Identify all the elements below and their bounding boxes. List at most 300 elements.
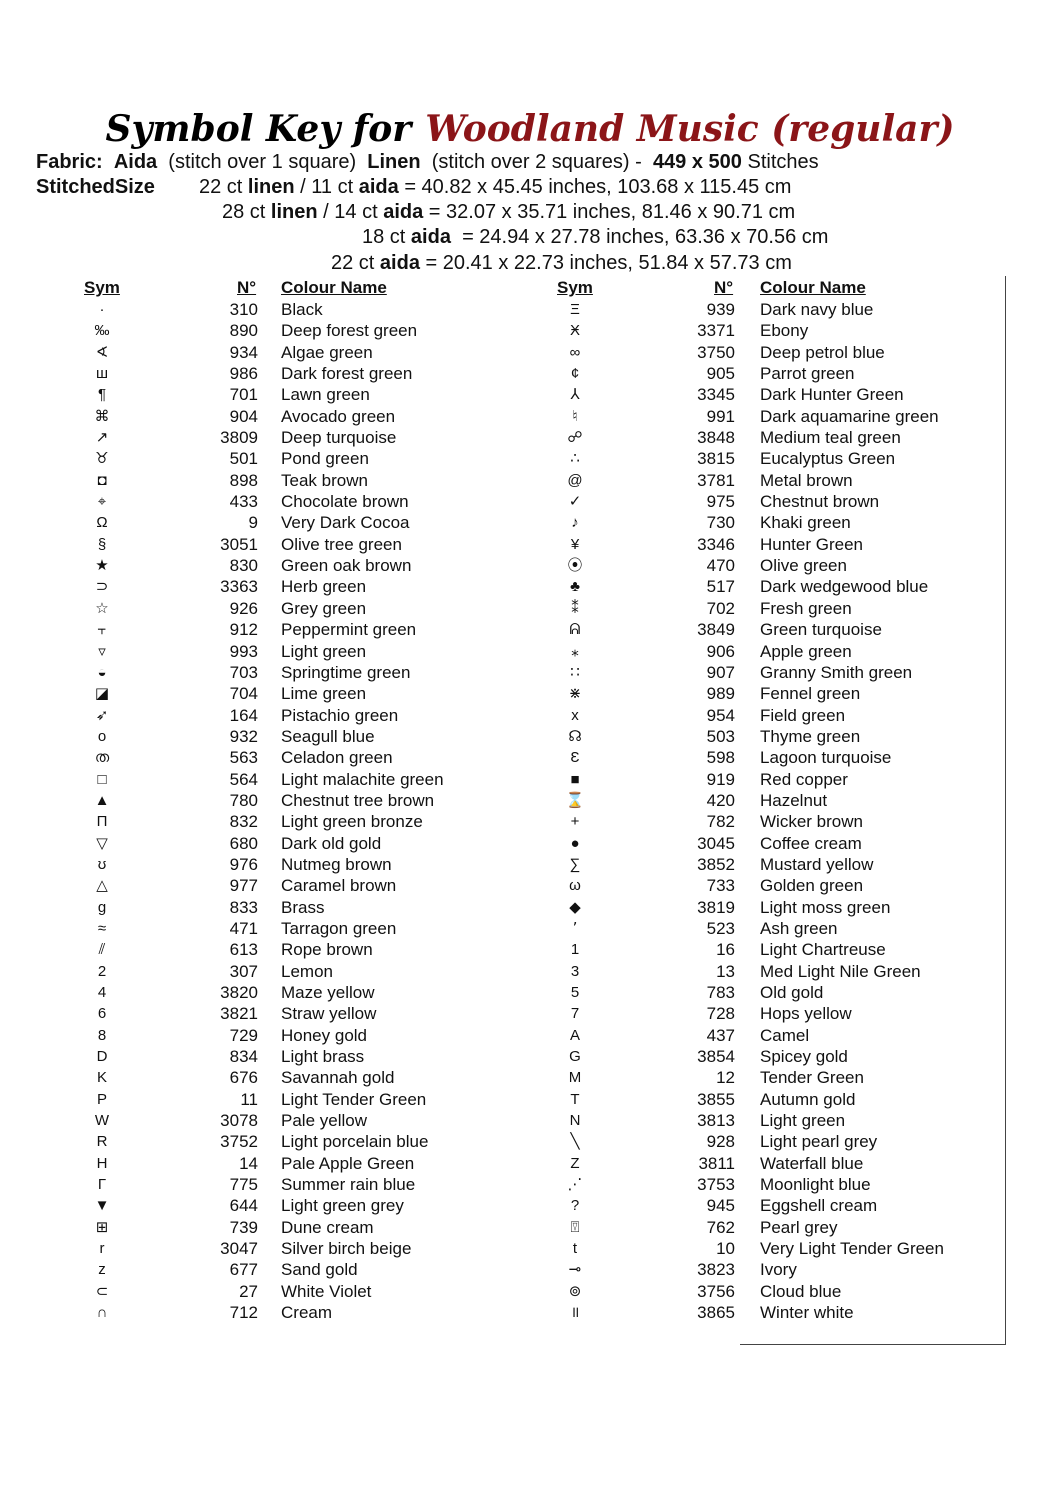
symbol: @	[567, 471, 583, 489]
colour-number: 926	[229, 598, 258, 618]
colour-number: 3821	[220, 1004, 258, 1024]
colour-number: 975	[706, 492, 735, 512]
symbol: W	[94, 1112, 110, 1130]
colour-name: Pistachio green	[281, 705, 399, 725]
fabric-linen-note: (stitch over 2 squares) -	[431, 151, 642, 173]
table-row	[84, 683, 564, 704]
symbol: r	[99, 1240, 105, 1258]
symbol: ⊞	[95, 1218, 109, 1236]
colour-name: Hunter Green	[760, 534, 863, 554]
colour-name: Green oak brown	[281, 556, 412, 576]
size-1-count: 22 ct	[199, 176, 243, 198]
colour-name: Herb green	[281, 577, 367, 597]
colour-number: 3045	[697, 833, 735, 853]
table-row	[557, 1089, 1037, 1110]
colour-number: 503	[706, 726, 735, 746]
size-label: StitchedSize	[36, 176, 155, 198]
size-3-dims: = 24.94 x 27.78 inches, 63.36 x 70.56 cm	[456, 226, 829, 248]
colour-number: 733	[706, 876, 735, 896]
colour-number: 3848	[697, 428, 735, 448]
colour-number: 906	[706, 641, 735, 661]
colour-name: Light porcelain blue	[281, 1132, 429, 1152]
size-3-count: 18 ct	[362, 226, 406, 248]
colour-name: Deep turquoise	[281, 428, 397, 448]
colour-name: Teak brown	[281, 470, 368, 490]
colour-name: Nutmeg brown	[281, 854, 392, 874]
symbol: ⅄	[570, 386, 580, 404]
table-row	[84, 1238, 564, 1259]
symbol: ‰	[94, 322, 110, 340]
table-row	[557, 875, 1037, 896]
colour-number: 676	[229, 1068, 258, 1088]
colour-number: 928	[706, 1132, 735, 1152]
symbol: ⁑	[571, 599, 579, 617]
colour-name: Caramel brown	[281, 876, 397, 896]
table-row	[84, 982, 564, 1003]
colour-name: Light green grey	[281, 1196, 404, 1216]
colour-number: 9	[248, 513, 258, 533]
colour-number: 3823	[697, 1260, 735, 1280]
colour-number: 3865	[697, 1303, 735, 1323]
table-row	[84, 342, 564, 363]
table-row	[557, 342, 1037, 363]
colour-name: Maze yellow	[281, 983, 375, 1002]
symbol: ★	[95, 557, 109, 575]
symbol: t	[572, 1240, 578, 1258]
colour-number: 728	[706, 1004, 735, 1024]
colour-number: 3753	[697, 1175, 735, 1195]
colour-number: 3813	[697, 1111, 735, 1131]
table-row	[557, 1153, 1037, 1174]
colour-name: Light green	[760, 1111, 846, 1131]
colour-name: Coffee cream	[760, 833, 862, 853]
table-row	[84, 470, 564, 491]
colour-number: 904	[229, 406, 258, 426]
symbol: z	[98, 1261, 106, 1279]
table-row	[84, 641, 564, 662]
colour-number: 3078	[220, 1111, 258, 1131]
colour-name: Chocolate brown	[281, 492, 409, 512]
symbol: ◪	[94, 685, 110, 703]
colour-name: Olive green	[760, 556, 847, 576]
colour-name: Lagoon turquoise	[760, 748, 892, 768]
symbol: ?	[570, 1197, 580, 1215]
colour-number: 14	[239, 1153, 258, 1173]
symbol: ∢	[95, 343, 109, 361]
symbol: ∞	[569, 343, 581, 361]
left-header-num: N°	[237, 278, 257, 297]
table-row	[84, 769, 564, 790]
colour-name: Light green bronze	[281, 812, 423, 832]
colour-name: Lemon	[281, 961, 333, 981]
symbol: ш	[95, 365, 109, 383]
colour-number: 564	[229, 769, 258, 789]
colour-name: Golden green	[760, 876, 864, 896]
symbol: ●	[570, 834, 580, 852]
table-row	[84, 1259, 564, 1280]
table-row	[84, 534, 564, 555]
colour-name: Moonlight blue	[760, 1175, 871, 1195]
colour-number: 471	[229, 918, 258, 938]
table-row	[84, 705, 564, 726]
table-row	[557, 1046, 1037, 1067]
colour-number: 932	[229, 726, 258, 746]
table-row	[84, 320, 564, 341]
table-row	[557, 662, 1037, 683]
colour-number: 3849	[697, 620, 735, 640]
size-2-linen: linen	[270, 201, 318, 223]
left-key-table	[84, 299, 564, 1324]
right-header-num: N°	[714, 278, 734, 297]
colour-number: 989	[706, 684, 735, 704]
colour-name: Medium teal green	[760, 428, 901, 448]
colour-number: 3820	[220, 983, 258, 1002]
colour-number: 898	[229, 470, 258, 490]
symbol: ॥	[570, 1304, 580, 1322]
size-2-count2: / 14 ct	[323, 201, 378, 223]
symbol: ¶	[97, 386, 107, 404]
colour-number: 976	[229, 854, 258, 874]
symbol: ⌛	[565, 791, 585, 809]
table-row	[557, 961, 1037, 982]
colour-number: 677	[229, 1260, 258, 1280]
table-row	[84, 1302, 564, 1323]
colour-name: Granny Smith green	[760, 662, 913, 682]
symbol: ▲	[94, 791, 110, 809]
colour-number: 307	[229, 961, 258, 981]
colour-name: Lime green	[281, 684, 367, 704]
table-row	[84, 790, 564, 811]
table-row	[84, 384, 564, 405]
colour-number: 3811	[698, 1153, 735, 1173]
table-row	[84, 939, 564, 960]
colour-name: Olive tree green	[281, 534, 402, 554]
colour-name: Light brass	[281, 1047, 365, 1067]
symbol: ✓	[568, 493, 582, 511]
table-row	[557, 1259, 1037, 1280]
symbol: 5	[570, 984, 580, 1001]
size-line-3	[362, 225, 828, 250]
colour-number: 16	[716, 940, 735, 960]
fabric-aida-note: (stitch over 1 square)	[168, 151, 357, 173]
colour-name: Eggshell cream	[760, 1196, 878, 1216]
colour-name: Rope brown	[281, 940, 373, 960]
symbol: ☊	[568, 727, 582, 745]
table-row	[84, 833, 564, 854]
colour-name: Brass	[281, 897, 325, 917]
symbol: 6	[97, 1005, 107, 1023]
left-header-sym: Sym	[84, 278, 120, 297]
colour-name: Apple green	[760, 641, 852, 661]
symbol: Π	[96, 813, 108, 831]
symbol: Γ	[97, 1176, 107, 1194]
colour-name: Chestnut brown	[760, 492, 880, 512]
bottom-border-line	[740, 1344, 1006, 1345]
colour-name: Dark wedgewood blue	[760, 577, 929, 597]
colour-number: 310	[229, 300, 258, 319]
colour-name: Tarragon green	[281, 918, 397, 938]
colour-number: 934	[229, 342, 258, 362]
colour-number: 704	[229, 684, 258, 704]
size-4-aida: aida	[379, 252, 420, 274]
colour-number: 945	[706, 1196, 735, 1216]
table-row	[557, 1003, 1037, 1024]
size-4-count: 22 ct	[331, 252, 375, 274]
colour-number: 3047	[220, 1239, 258, 1259]
colour-name: Hazelnut	[760, 790, 828, 810]
symbol: ▿	[98, 642, 106, 660]
symbol: N	[569, 1112, 581, 1130]
colour-number: 3051	[220, 534, 258, 554]
table-row	[557, 363, 1037, 384]
symbol: ⫽	[98, 941, 106, 959]
table-row	[557, 1025, 1037, 1046]
colour-name: Med Light Nile Green	[760, 961, 921, 981]
colour-name: Tender Green	[760, 1068, 864, 1088]
table-row	[557, 448, 1037, 469]
symbol: ♮	[572, 407, 578, 425]
colour-name: Autumn gold	[760, 1089, 856, 1109]
symbol: ∩	[96, 1304, 108, 1322]
colour-name: Spicey gold	[760, 1047, 848, 1067]
symbol: ◒	[97, 663, 107, 681]
symbol: ⁎	[571, 642, 579, 660]
title-pattern-name: Woodland Music (regular)	[425, 108, 955, 150]
colour-name: Springtime green	[281, 662, 411, 682]
colour-number: 834	[229, 1047, 258, 1067]
symbol: ↗	[95, 429, 109, 447]
symbol: H	[96, 1154, 108, 1172]
colour-name: Chestnut tree brown	[281, 790, 435, 810]
symbol: P	[96, 1090, 107, 1108]
size-line-1	[199, 175, 791, 200]
table-row	[84, 363, 564, 384]
colour-number: 11	[240, 1089, 258, 1109]
colour-number: 780	[229, 790, 258, 810]
colour-name: Very Dark Cocoa	[281, 513, 410, 533]
colour-name: Lawn green	[281, 385, 370, 405]
symbol: 3	[570, 962, 580, 980]
table-row	[557, 833, 1037, 854]
colour-number: 830	[229, 556, 258, 576]
symbol: x	[571, 706, 579, 724]
table-row	[84, 1281, 564, 1302]
colour-name: Black	[281, 300, 323, 319]
colour-number: 702	[706, 598, 735, 618]
table-row	[557, 384, 1037, 405]
colour-number: 3345	[697, 385, 735, 405]
table-row	[84, 448, 564, 469]
table-row	[557, 598, 1037, 619]
symbol: 4	[97, 984, 107, 1001]
colour-number: 832	[229, 812, 258, 832]
colour-number: 905	[706, 364, 735, 384]
symbol: ¢	[570, 365, 580, 383]
table-row	[557, 641, 1037, 662]
colour-name: Deep forest green	[281, 321, 418, 341]
colour-name: Dark aquamarine green	[760, 406, 939, 426]
colour-name: Metal brown	[760, 470, 853, 490]
symbol: ·	[99, 301, 105, 318]
colour-number: 680	[229, 833, 258, 853]
colour-name: Ivory	[760, 1260, 797, 1280]
symbol: ⌘	[94, 407, 110, 425]
colour-number: 517	[706, 577, 735, 597]
colour-name: Mustard yellow	[760, 854, 874, 874]
symbol: ♣	[570, 578, 580, 596]
symbol: Ɛ	[570, 749, 580, 767]
size-2-aida: aida	[383, 201, 424, 223]
colour-number: 3854	[697, 1047, 735, 1067]
colour-number: 3752	[220, 1132, 258, 1152]
symbol: ¥	[570, 535, 580, 553]
table-row	[557, 769, 1037, 790]
table-row	[84, 299, 564, 320]
colour-number: 3371	[697, 321, 735, 341]
right-border-line	[1005, 276, 1006, 1344]
colour-name: Green turquoise	[760, 620, 882, 640]
colour-name: Ash green	[760, 918, 838, 938]
right-key-table	[557, 299, 1037, 1324]
fabric-aida: Aida	[113, 151, 158, 173]
table-row	[84, 1089, 564, 1110]
table-row	[557, 555, 1037, 576]
colour-number: 433	[229, 492, 258, 512]
symbol: T	[570, 1090, 580, 1108]
table-row	[557, 512, 1037, 533]
size-2-dims: = 32.07 x 35.71 inches, 81.46 x 90.71 cm	[428, 201, 796, 223]
colour-number: 833	[229, 897, 258, 917]
size-3-aida: aida	[410, 226, 451, 248]
symbol: ᕱ	[569, 621, 581, 639]
colour-name: Hops yellow	[760, 1004, 852, 1024]
colour-number: 27	[239, 1281, 258, 1301]
colour-number: 775	[229, 1175, 258, 1195]
colour-number: 13	[716, 961, 735, 981]
right-header-name: Colour Name	[760, 278, 866, 297]
symbol: ∑	[569, 855, 581, 873]
left-header-name: Colour Name	[281, 278, 387, 297]
fabric-label: Fabric:	[36, 151, 103, 173]
symbol: o	[97, 727, 107, 745]
table-row	[84, 918, 564, 939]
symbol: ∴	[570, 450, 580, 468]
colour-name: Algae green	[281, 342, 373, 362]
symbol: ⫟	[97, 621, 107, 639]
table-row	[84, 491, 564, 512]
colour-number: 3809	[220, 428, 258, 448]
symbol: Z	[570, 1154, 580, 1172]
symbol: ⊃	[95, 578, 109, 596]
symbol: §	[97, 535, 107, 553]
table-row	[557, 491, 1037, 512]
size-1-linen: linen	[247, 176, 295, 198]
colour-name: Pale yellow	[281, 1111, 367, 1131]
table-row	[557, 427, 1037, 448]
colour-name: Celadon green	[281, 748, 393, 768]
colour-name: Grey green	[281, 598, 367, 618]
symbol: Ӿ	[569, 322, 580, 340]
table-row	[557, 683, 1037, 704]
table-row	[84, 1195, 564, 1216]
colour-number: 977	[229, 876, 258, 896]
colour-name: Light Tender Green	[281, 1089, 427, 1109]
table-row	[557, 1217, 1037, 1238]
symbol: ⊚	[568, 1282, 582, 1300]
symbol: ത	[94, 749, 110, 767]
colour-name: White Violet	[281, 1281, 372, 1301]
table-row	[84, 662, 564, 683]
colour-number: 644	[229, 1196, 258, 1216]
colour-name: Dark old gold	[281, 833, 382, 853]
symbol: 8	[97, 1026, 107, 1044]
colour-name: Red copper	[760, 769, 848, 789]
fabric-dims: 449 x 500	[652, 151, 742, 173]
right-header-sym: Sym	[557, 278, 593, 297]
symbol: ▼	[94, 1197, 110, 1215]
colour-name: Ebony	[760, 321, 809, 341]
colour-number: 703	[229, 662, 258, 682]
table-row	[557, 619, 1037, 640]
table-row	[84, 1067, 564, 1088]
colour-number: 3756	[697, 1281, 735, 1301]
colour-name: Dune cream	[281, 1217, 374, 1237]
table-row	[84, 726, 564, 747]
symbol: ∷	[570, 663, 580, 681]
symbol: ◘	[97, 471, 107, 489]
page-title	[0, 104, 1060, 154]
colour-number: 420	[706, 790, 735, 810]
table-row	[84, 619, 564, 640]
symbol: g	[97, 898, 107, 916]
table-row	[84, 598, 564, 619]
colour-number: 730	[706, 513, 735, 533]
colour-number: 701	[229, 385, 258, 405]
symbol: ʊ	[97, 855, 107, 873]
colour-number: 782	[706, 812, 735, 832]
colour-number: 3363	[220, 577, 258, 597]
colour-number: 501	[229, 449, 258, 469]
colour-name: Light moss green	[760, 897, 891, 917]
table-row	[84, 512, 564, 533]
colour-number: 729	[229, 1025, 258, 1045]
table-row	[557, 1131, 1037, 1152]
size-4-dims: = 20.41 x 22.73 inches, 51.84 x 57.73 cm	[425, 252, 792, 274]
colour-name: Dark Hunter Green	[760, 385, 904, 405]
symbol: ⊂	[95, 1282, 109, 1300]
table-row	[557, 1195, 1037, 1216]
colour-name: Khaki green	[760, 513, 851, 533]
table-row	[557, 747, 1037, 768]
symbol: 2	[97, 962, 107, 980]
colour-name: Sand gold	[281, 1260, 358, 1280]
symbol: ♉	[95, 450, 109, 468]
table-row	[84, 747, 564, 768]
colour-number: 563	[229, 748, 258, 768]
symbol: K	[96, 1069, 107, 1087]
colour-name: Pale Apple Green	[281, 1153, 415, 1173]
colour-number: 890	[229, 321, 258, 341]
table-row	[557, 726, 1037, 747]
colour-name: Light green	[281, 641, 367, 661]
symbol: ╲	[570, 1133, 580, 1151]
colour-number: 907	[706, 662, 735, 682]
table-row	[557, 982, 1037, 1003]
colour-name: Eucalyptus Green	[760, 449, 896, 469]
colour-number: 523	[706, 918, 735, 938]
colour-name: Fennel green	[760, 684, 861, 704]
table-row	[84, 427, 564, 448]
